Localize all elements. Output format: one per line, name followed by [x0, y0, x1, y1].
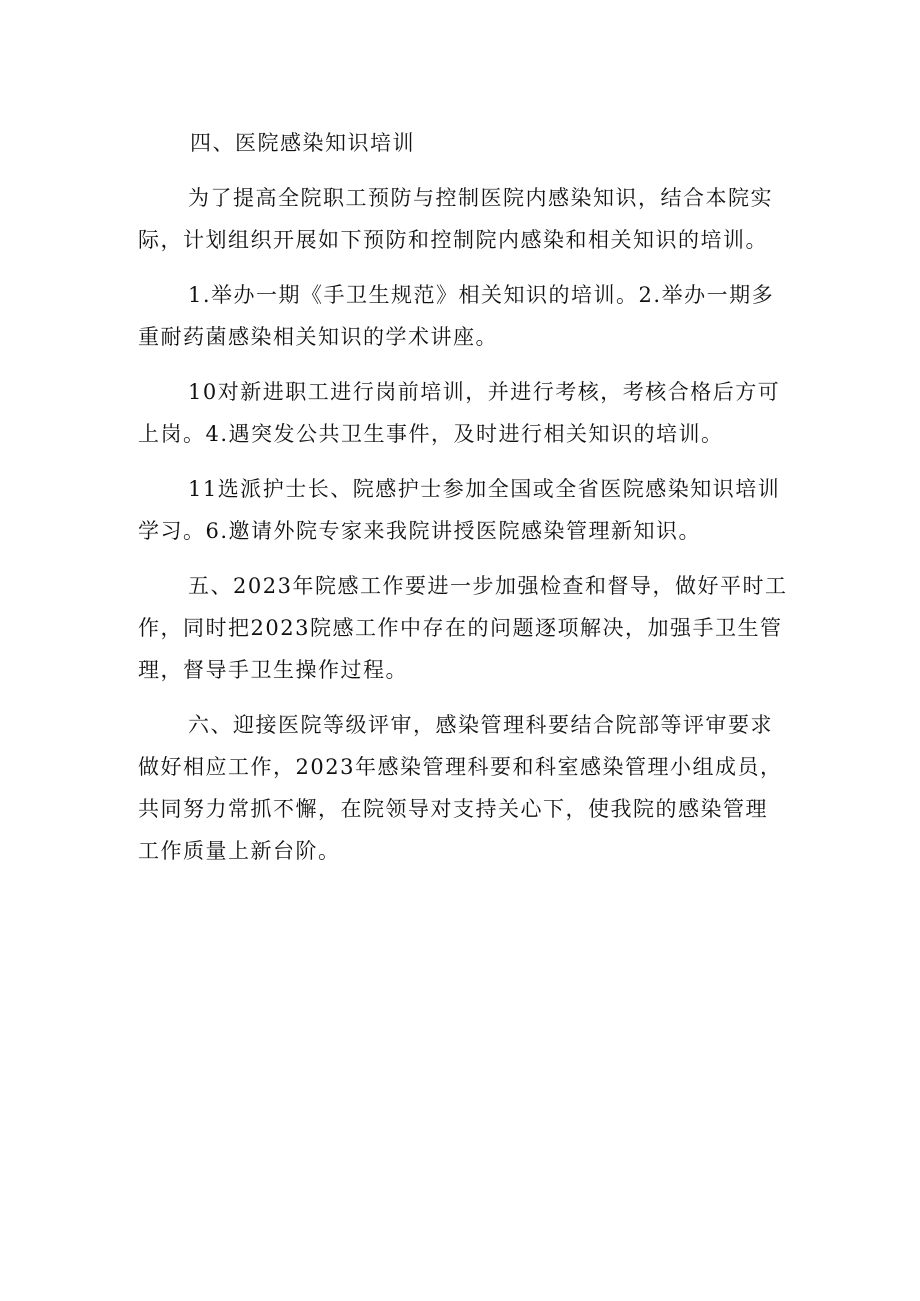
paragraph-line: 共同努力常抓不懈，在院领导对支持关心下，使我院的感染管理: [138, 797, 768, 821]
paragraph-line: 六、迎接医院等级评审，感染管理科要结合院部等评审要求: [188, 713, 773, 737]
section-6-paragraph: [138, 704, 790, 872]
paragraph-training-items-5-6: [138, 468, 790, 552]
paragraph-line: 工作质量上新台阶。: [138, 839, 341, 863]
section-5-paragraph: [138, 565, 790, 691]
paragraph-line: 11选派护士长、院感护士参加全国或全省医院感染知识培训: [188, 477, 781, 501]
paragraph-line: 10对新进职工进行岗前培训，并进行考核，考核合格后方可: [188, 380, 781, 404]
paragraph-training-items-3-4: [138, 371, 790, 455]
paragraph-line: 为了提高全院职工预防与控制医院内感染知识，结合本院实: [188, 186, 773, 210]
section-heading-4: [138, 122, 790, 164]
paragraph-line: 学习。6.邀请外院专家来我院讲授医院感染管理新知识。: [138, 519, 702, 543]
paragraph-training-intro: [138, 177, 790, 261]
heading-text: 四、医院感染知识培训: [190, 131, 415, 155]
paragraph-line: 做好相应工作，2023年感染管理科要和科室感染管理小组成员，: [138, 755, 783, 779]
paragraph-line: 五、2023年院感工作要进一步加强检查和督导，做好平时工: [188, 574, 788, 598]
paragraph-line: 理，督导手卫生操作过程。: [138, 658, 408, 682]
paragraph-line: 1.举办一期《手卫生规范》相关知识的培训。2.举办一期多: [188, 283, 775, 307]
paragraph-training-items-1-2: [138, 274, 790, 358]
paragraph-line: 上岗。4.遇突发公共卫生事件，及时进行相关知识的培训。: [138, 422, 724, 446]
paragraph-line: 际，计划组织开展如下预防和控制院内感染和相关知识的培训。: [138, 228, 768, 252]
paragraph-line: 重耐药菌感染相关知识的学术讲座。: [138, 325, 498, 349]
document-body: [138, 122, 790, 872]
paragraph-line: 作，同时把2023院感工作中存在的问题逐项解决，加强手卫生管: [138, 616, 783, 640]
